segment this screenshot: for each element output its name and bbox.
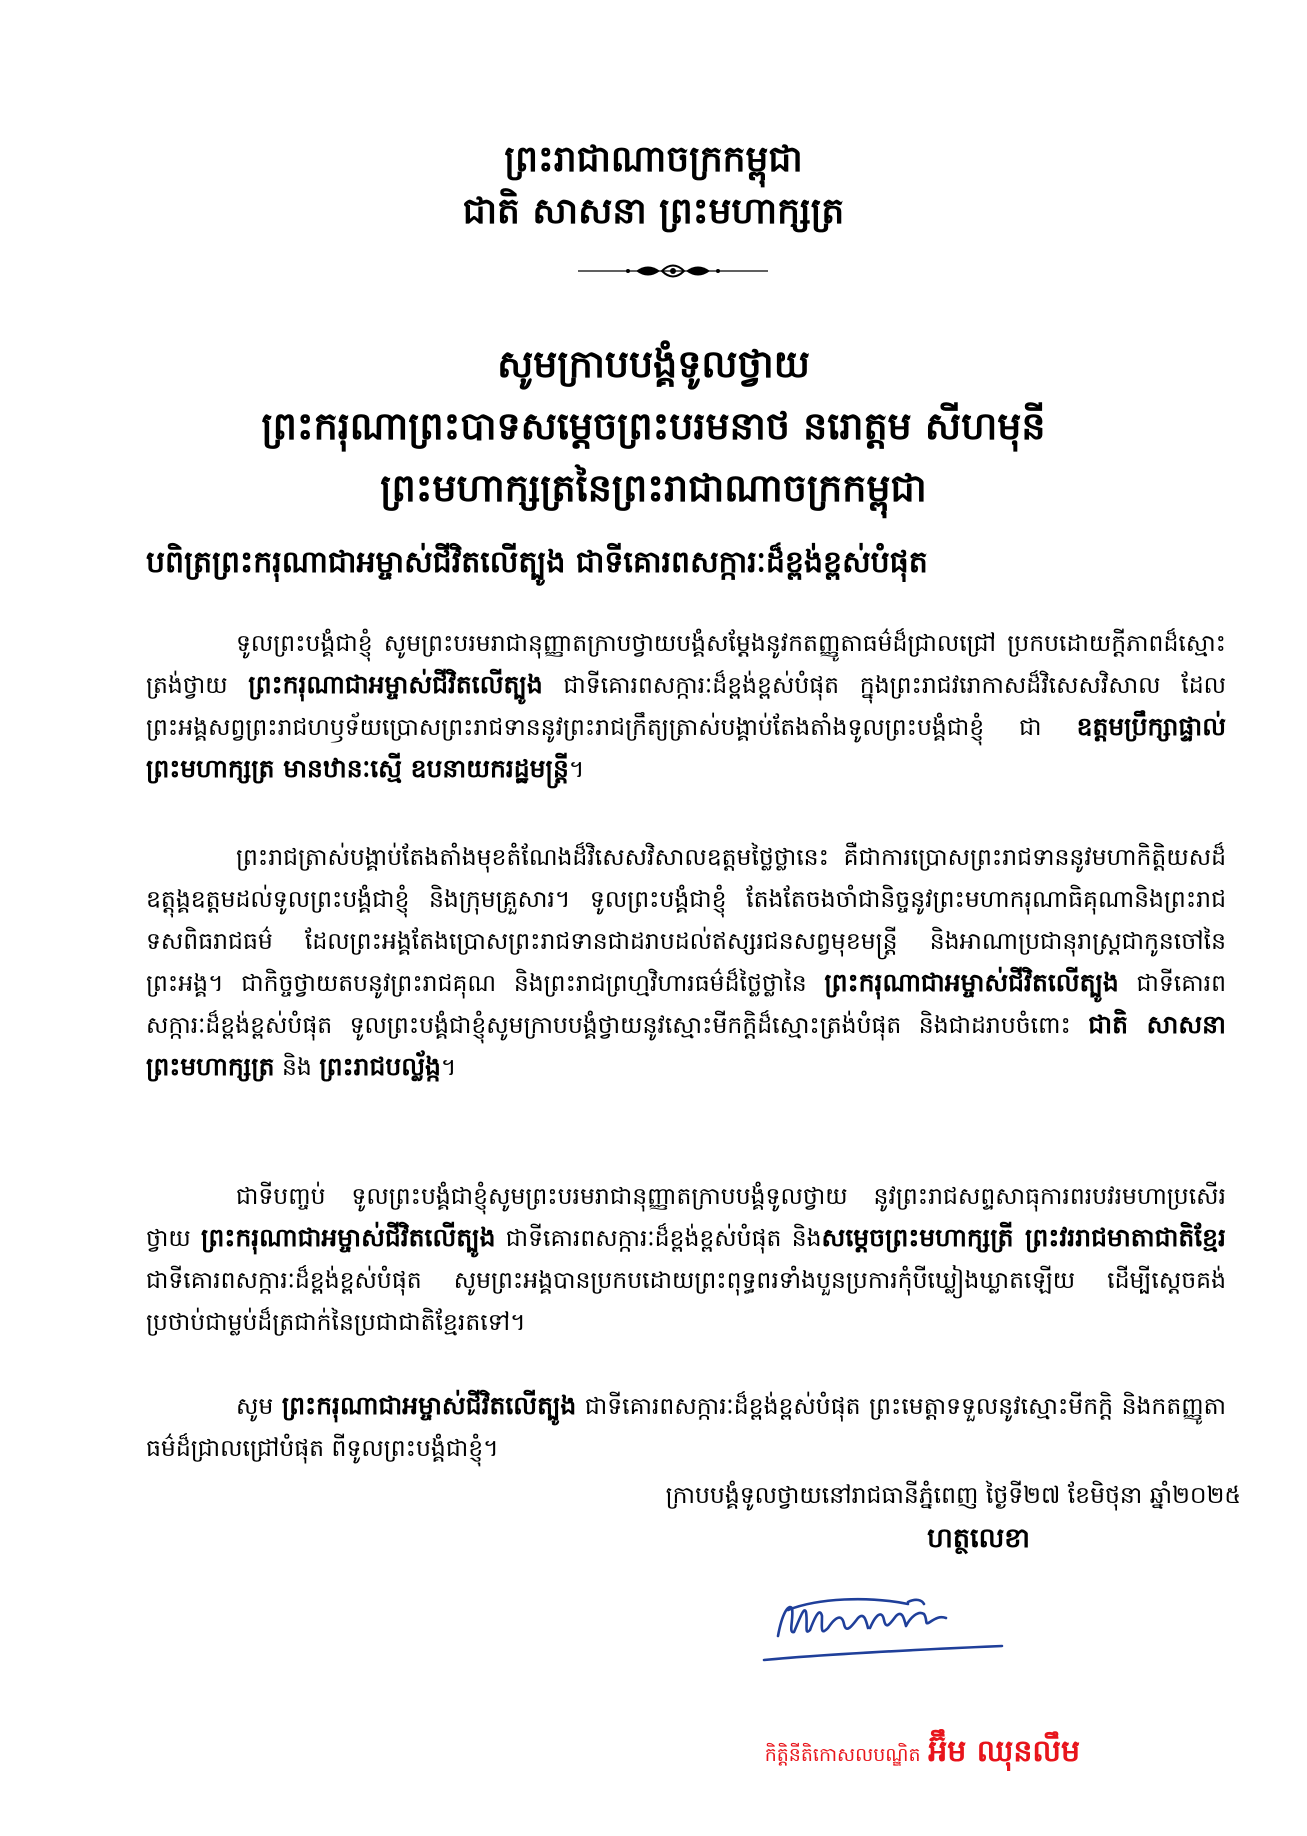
paragraph-text: ជាទីបញ្ចប់ ទូលព្រះបង្គំជាខ្ញុំសូមព្រះបរមរាជានុញ្ញាតក្រាបបង្គំទូលថ្វាយ នូវព្រះរាជសព្ទសាធុការពរបវរមហាប្រសើរថ្វាយ <box>146 1182 1226 1252</box>
paragraph-text: ជាទីគោរពសក្ការៈដ៏ខ្ពង់ខ្ពស់បំផុត សូមព្រះអង្គបានប្រកបដោយព្រះពុទ្ធពរទាំងបួនប្រការកុំបីឃ្លៀងឃ្លាតឡើយ ដើម្បីស្តេចគង់ប្រថាប់ជាម្លប់ដ៏ត្រជាក់នៃប្រជាជាតិខ្មែរតទៅ។ <box>146 1266 1226 1336</box>
salutation-line-3: ព្រះមហាក្សត្រនៃព្រះរាជាណាចក្រកម្ពុជា <box>380 465 927 510</box>
signer-line <box>0 1730 1080 1777</box>
emphasis-text: ឧត្តមប្រឹក្សាផ្ទាល់ព្រះមហាក្សត្រ មានឋានៈស្មើ ឧបនាយករដ្ឋមន្ត្រី <box>146 712 1226 783</box>
paragraph-text: ព្រះរាជត្រាស់បង្គាប់តែងតាំងមុខតំណែងដ៏វិសេសវិសាលឧត្តមថ្លៃថ្លានេះ គឺជាការប្រោសព្រះរាជទាននូវមហាកិត្តិយសដ៏ឧត្តុង្គឧត្តមដល់ទូលព្រះបង្គំជាខ្ញុំ និងក្រុមគ្រួសារ។ ទូលព្រះបង្គំជាខ្ញុំ តែងតែចងចាំជានិច្ចនូវព្រះមហាករុណាធិគុណានិងព្រះរាជទសពិធរាជធម៌ ដែលព្រះអង្គតែងប្រោសព្រះរាជទានជាដរាបដល់ឥស្សរជនសព្វមុខមន្ត្រី និងអាណាប្រជានុរាស្ត្រជាកូនចៅនៃព្រះអង្គ។ ជាកិច្ចថ្វាយតបនូវព្រះរាជគុណ និងព្រះរាជព្រហ្មវិហារធម៌ដ៏ថ្លៃថ្លានៃ <box>146 843 1226 997</box>
emphasis-text: ព្រះករុណាជាអម្ចាស់ជីវិតលើត្បូង <box>281 1391 577 1420</box>
national-motto: ជាតិ សាសនា ព្រះមហាក្សត្រ <box>462 190 845 232</box>
paragraph-1 <box>146 622 1226 790</box>
emphasis-text: ព្រះករុណាជាអម្ចាស់ជីវិតលើត្បូង <box>248 670 543 699</box>
emphasis-text: ព្រះរាជបល្ល័ង្ក <box>319 1052 441 1081</box>
emphasis-text: ព្រះករុណាជាអម្ចាស់ជីវិតលើត្បូង <box>824 968 1119 997</box>
paragraph-text: ។ <box>568 755 585 783</box>
kingdom-name: ព្រះរាជាណាចក្រកម្ពុជា <box>504 138 803 180</box>
paragraph-text: សូម <box>236 1392 282 1420</box>
salutation-line-1: សូមក្រាបបង្គំទូលថ្វាយ <box>497 341 810 386</box>
paragraph-text: ។ <box>440 1053 457 1081</box>
handwritten-signature <box>758 1574 1018 1674</box>
paragraph-text: ជាទីគោរពសក្ការៈដ៏ខ្ពង់ខ្ពស់បំផុត និង <box>495 1224 822 1252</box>
paragraph-text: និង <box>274 1053 320 1081</box>
salutation-line-2: ព្រះករុណាព្រះបាទសម្តេចព្រះបរមនាថ នរោត្តម សីហមុនី <box>261 403 1046 448</box>
signer-name: អ៊ឹម ឈុនលឹម <box>928 1734 1080 1769</box>
closing-date-line: ក្រាបបង្គំទូលថ្វាយនៅរាជធានីភ្នំពេញ ថ្ងៃទី២៧ ខែមិថុនា ឆ្នាំ២០២៥ <box>665 1481 1241 1509</box>
emphasis-text: សម្តេចព្រះមហាក្សត្រី ព្រះវររាជមាតាជាតិខ្មែរ <box>821 1223 1226 1252</box>
paragraph-3 <box>146 1175 1226 1343</box>
paragraph-text: ជាទីគោរពសក្ការៈដ៏ខ្ពង់ខ្ពស់បំផុត ទូលព្រះបង្គំជាខ្ញុំសូមក្រាបបង្គំថ្វាយនូវស្មោះមីកក្តិដ៏ស្មោះត្រង់បំផុត និងជាដរាបចំពោះ <box>146 969 1226 1039</box>
paragraph-2 <box>146 836 1226 1088</box>
paragraph-text: ជាទីគោរពសក្ការៈដ៏ខ្ពង់ខ្ពស់បំផុត ព្រះមេត្តាទទួលនូវស្មោះមីកក្តិ និងកតញ្ញូតាធម៌ដ៏ជ្រាលជ្រៅបំផុត ពីទូលព្រះបង្គំជាខ្ញុំ។ <box>146 1392 1226 1462</box>
ornament-divider-icon <box>578 256 768 286</box>
address-heading: បពិត្រព្រះករុណាជាអម្ចាស់ជីវិតលើត្បូង ជាទីគោរពសក្ការៈដ៏ខ្ពង់ខ្ពស់បំផុត <box>146 545 928 580</box>
paragraph-text: ទូលព្រះបង្គំជាខ្ញុំ សូមព្រះបរមរាជានុញ្ញាតក្រាបថ្វាយបង្គំសម្តែងនូវកតញ្ញូតាធម៌ដ៏ជ្រាលជ្រៅ ប្រកបដោយក្តីភាពដ៏ស្មោះត្រង់ថ្វាយ <box>146 629 1226 699</box>
paragraph-4 <box>146 1385 1226 1469</box>
paragraph-text: ជាទីគោរពសក្ការៈដ៏ខ្ពង់ខ្ពស់បំផុត ក្នុងព្រះរាជវរោកាសដ៏វិសេសវិសាល ដែលព្រះអង្គសព្វព្រះរាជហឫទ័យប្រោសព្រះរាជទាននូវព្រះរាជក្រឹត្យត្រាស់បង្គាប់តែងតាំងទូលព្រះបង្គំជាខ្ញុំ ជា <box>146 671 1226 741</box>
signer-title: កិត្តិនីតិកោសលបណ្ឌិត <box>764 1744 921 1766</box>
emphasis-text: ជាតិ សាសនា ព្រះមហាក្សត្រ <box>146 1010 1226 1081</box>
emphasis-text: ព្រះករុណាជាអម្ចាស់ជីវិតលើត្បូង <box>201 1223 496 1252</box>
signature-label: ហត្ថលេខា <box>927 1523 1030 1554</box>
